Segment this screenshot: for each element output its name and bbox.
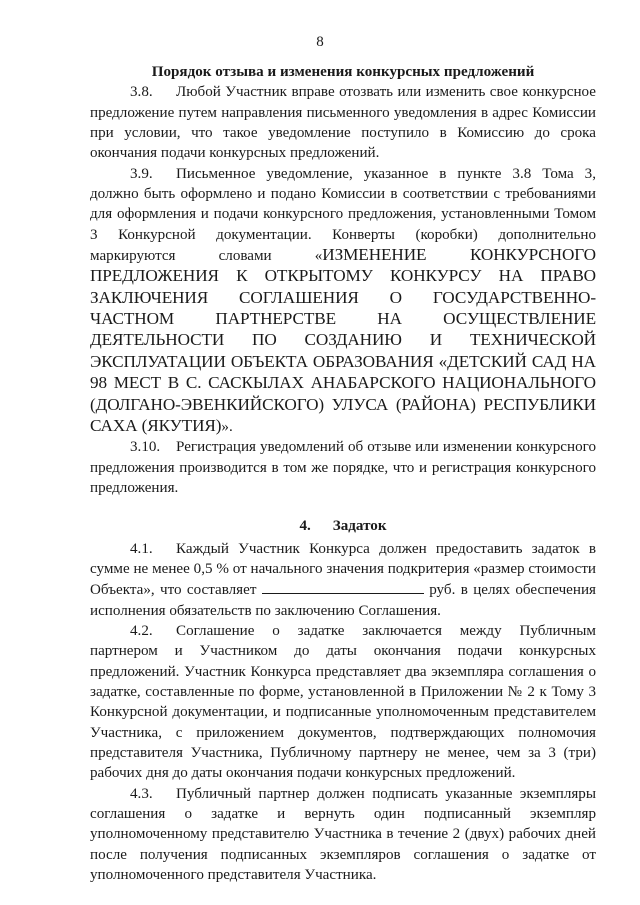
amount-blank-field: [262, 579, 424, 594]
paragraph-text: Публичный партнер должен подписать указанные экземпляры соглашения о задатке и вернуть один подписанный экземпляр уполномоченному представителю Участника в течение 2 (двух) рабочих дней после получения подписанных экземпляров соглашения о задатке от уполномоченного представителя Участника.: [90, 785, 596, 884]
paragraph-number: 4.1.: [130, 540, 153, 557]
paragraph-number: 3.10.: [130, 439, 161, 456]
paragraph-number: 3.8.: [130, 84, 153, 101]
paragraph-number: 4.3.: [130, 785, 153, 802]
paragraph-text: Регистрация уведомлений об отзыве или изменении конкурсного предложения производится в том же порядке, что и регистрация конкурсного предложения.: [90, 439, 596, 496]
paragraph-3-9: [90, 164, 596, 437]
paragraph-text: Каждый Участник Конкурса должен предоставить задаток в сумме не менее 0,5 % от начального значения подкритерия «размер стоимости Объекта», что составляет: [90, 540, 596, 599]
paragraph-number: 3.9.: [130, 165, 153, 182]
section-number: 4.: [299, 518, 311, 535]
paragraph-text: Любой Участник вправе отозвать или изменить свое конкурсное предложение путем направления письменного уведомления в адрес Комиссии при условии, что такое уведомление поступило в Комиссию до срока окончания подачи конкурсных предложений.: [90, 84, 596, 162]
paragraph-3-8: [90, 82, 596, 163]
document-body: [90, 62, 596, 885]
paragraph-4-3: [90, 784, 596, 886]
paragraph-text: Соглашение о задатке заключается между Публичным партнером и Участником до даты окончания подачи конкурсных предложений. Участник Конкурса представляет два экземпляра соглашения о задатке, составленные по форме, установленной в Приложении № 2 к Тому 3 Конкурсной документации, и подписанные уполномоченным представителем Участника, с приложением документов, подтверждающих полномочия представителя Участника, Публичному партнеру не менее, чем за 3 (три) рабочих дня до даты окончания подачи конкурсных предложений.: [90, 622, 596, 782]
paragraph-text: Письменное уведомление, указанное в пункте 3.8 Тома 3, должно быть оформлено и подано Комиссии в соответствии с требованиями для оформления и подачи конкурсного предложения, установленными Томом 3 Конкурсной документации. Конверты (коробки) дополнительно маркируются словами «: [90, 165, 596, 265]
page-number: 8: [316, 34, 324, 50]
paragraph-3-10: [90, 437, 596, 498]
paragraph-text-tail: ».: [221, 418, 233, 435]
section-title: Задаток: [332, 518, 387, 535]
paragraph-number: 4.2.: [130, 622, 153, 639]
paragraph-text-after: руб. в целях обеспечения исполнения обязательств по заключению Соглашения.: [90, 582, 596, 619]
section-heading-deposit: [90, 516, 596, 536]
paragraph-4-2: [90, 621, 596, 784]
envelope-marking-text: ИЗМЕНЕНИЕ КОНКУРСНОГО ПРЕДЛОЖЕНИЯ К ОТКРЫТОМУ КОНКУРСУ НА ПРАВО ЗАКЛЮЧЕНИЯ СОГЛАШЕНИЯ О ГОСУДАРСТВЕННО-ЧАСТНОМ ПАРТНЕРСТВЕ НА ОСУЩЕСТВЛЕНИЕ ДЕЯТЕЛЬНОСТИ ПО СОЗДАНИЮ И ТЕХНИЧЕСКОЙ ЭКСПЛУАТАЦИИ ОБЪЕКТА ОБРАЗОВАНИЯ «ДЕТСКИЙ САД НА 98 МЕСТ В С. САСКЫЛАХ АНАБАРСКОГО НАЦИОНАЛЬНОГО (ДОЛГАНО-ЭВЕНКИЙСКОГО) УЛУСА (РАЙОНА) РЕСПУБЛИКИ САХА (ЯКУТИЯ): [90, 245, 596, 435]
paragraph-4-1: [90, 539, 596, 621]
section-heading-withdrawal: Порядок отзыва и изменения конкурсных предложений: [151, 64, 535, 80]
